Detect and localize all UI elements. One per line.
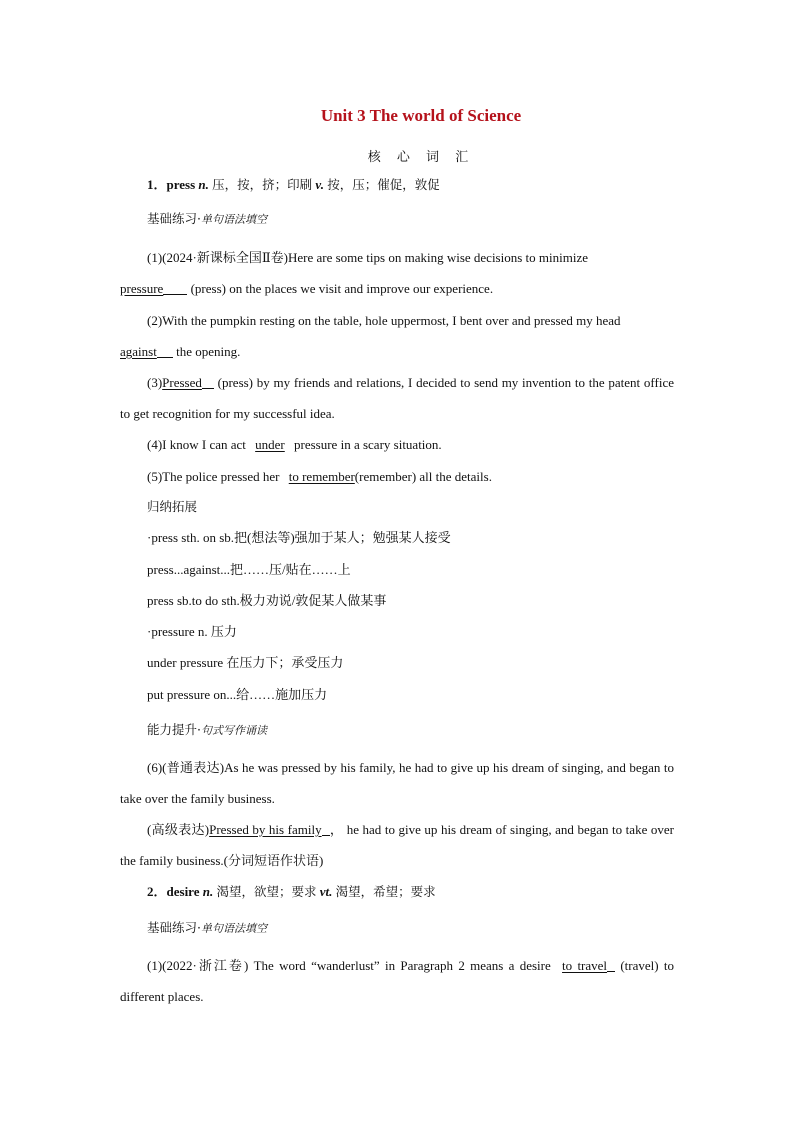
answer-blank: against xyxy=(120,344,157,359)
page-subtitle: 核 心 词 汇 xyxy=(367,150,475,165)
summary-label: 归纳拓展 xyxy=(147,499,198,514)
answer-blank: under xyxy=(255,437,285,452)
summary-item: press sb.to do sth.极力劝说/敦促某人做某事 xyxy=(147,593,387,608)
answer-blank: Pressed xyxy=(162,375,202,390)
section-label-basic: 基础练习·单句语法填空 xyxy=(147,211,267,226)
exercise-4: (4)I know I can act under pressure in a scary situation. xyxy=(147,437,442,452)
exercise-5: (5)The police pressed her to remember(remember) all the details. xyxy=(147,469,492,484)
exercise-6: (6)(普通表达)As he was pressed by his family, he had to give up his dream of singing, and began to take over the family business. xyxy=(120,760,674,806)
section-label-basic-2: 基础练习·单句语法填空 xyxy=(147,920,267,935)
summary-item: under pressure 在压力下；承受压力 xyxy=(147,655,344,670)
exercise-3: (3)Pressed (press) by my friends and relations, I decided to send my invention to the patent office to get recognition for my successful idea. xyxy=(120,375,674,421)
section-label-advance: 能力提升·句式写作诵读 xyxy=(147,722,267,737)
exercise-desire-1: (1)(2022·浙江卷) The word “wanderlust” in Paragraph 2 means a desire to travel (travel) to different places. xyxy=(120,958,674,1004)
summary-item: ·press sth. on sb.把(想法等)强加于某人；勉强某人接受 xyxy=(147,530,451,545)
answer-blank: to remember xyxy=(288,469,355,484)
answer-blank: to travel xyxy=(562,958,608,973)
answer-blank: pressure xyxy=(120,281,164,296)
exercise-1: (1)(2024·新课标全国Ⅱ卷)Here are some tips on making wise decisions to minimize pressure (press) on the places we visit and improve our experience. xyxy=(120,250,588,296)
page-title: Unit 3 The world of Science xyxy=(320,106,522,125)
exercise-2: (2)With the pumpkin resting on the table, hole uppermost, I bent over and pressed my head against the opening. xyxy=(120,313,621,359)
word-heading-press: 1．press n. 压，按，挤；印刷 v. 按，压；催促，敦促 xyxy=(147,177,440,192)
summary-item: put pressure on...给……施加压力 xyxy=(147,687,328,702)
answer-blank: Pressed by his family xyxy=(209,822,322,837)
summary-item: press...against...把……压/贴在……上 xyxy=(147,562,351,577)
word-heading-desire: 2．desire n. 渴望，欲望；要求 vt. 渴望，希望；要求 xyxy=(147,884,436,899)
summary-item: ·pressure n. 压力 xyxy=(147,624,237,639)
exercise-6-advanced: (高级表达)Pressed by his family ， he had to give up his dream of singing, and began to take over the family business.(分词短语作状语) xyxy=(120,822,674,868)
